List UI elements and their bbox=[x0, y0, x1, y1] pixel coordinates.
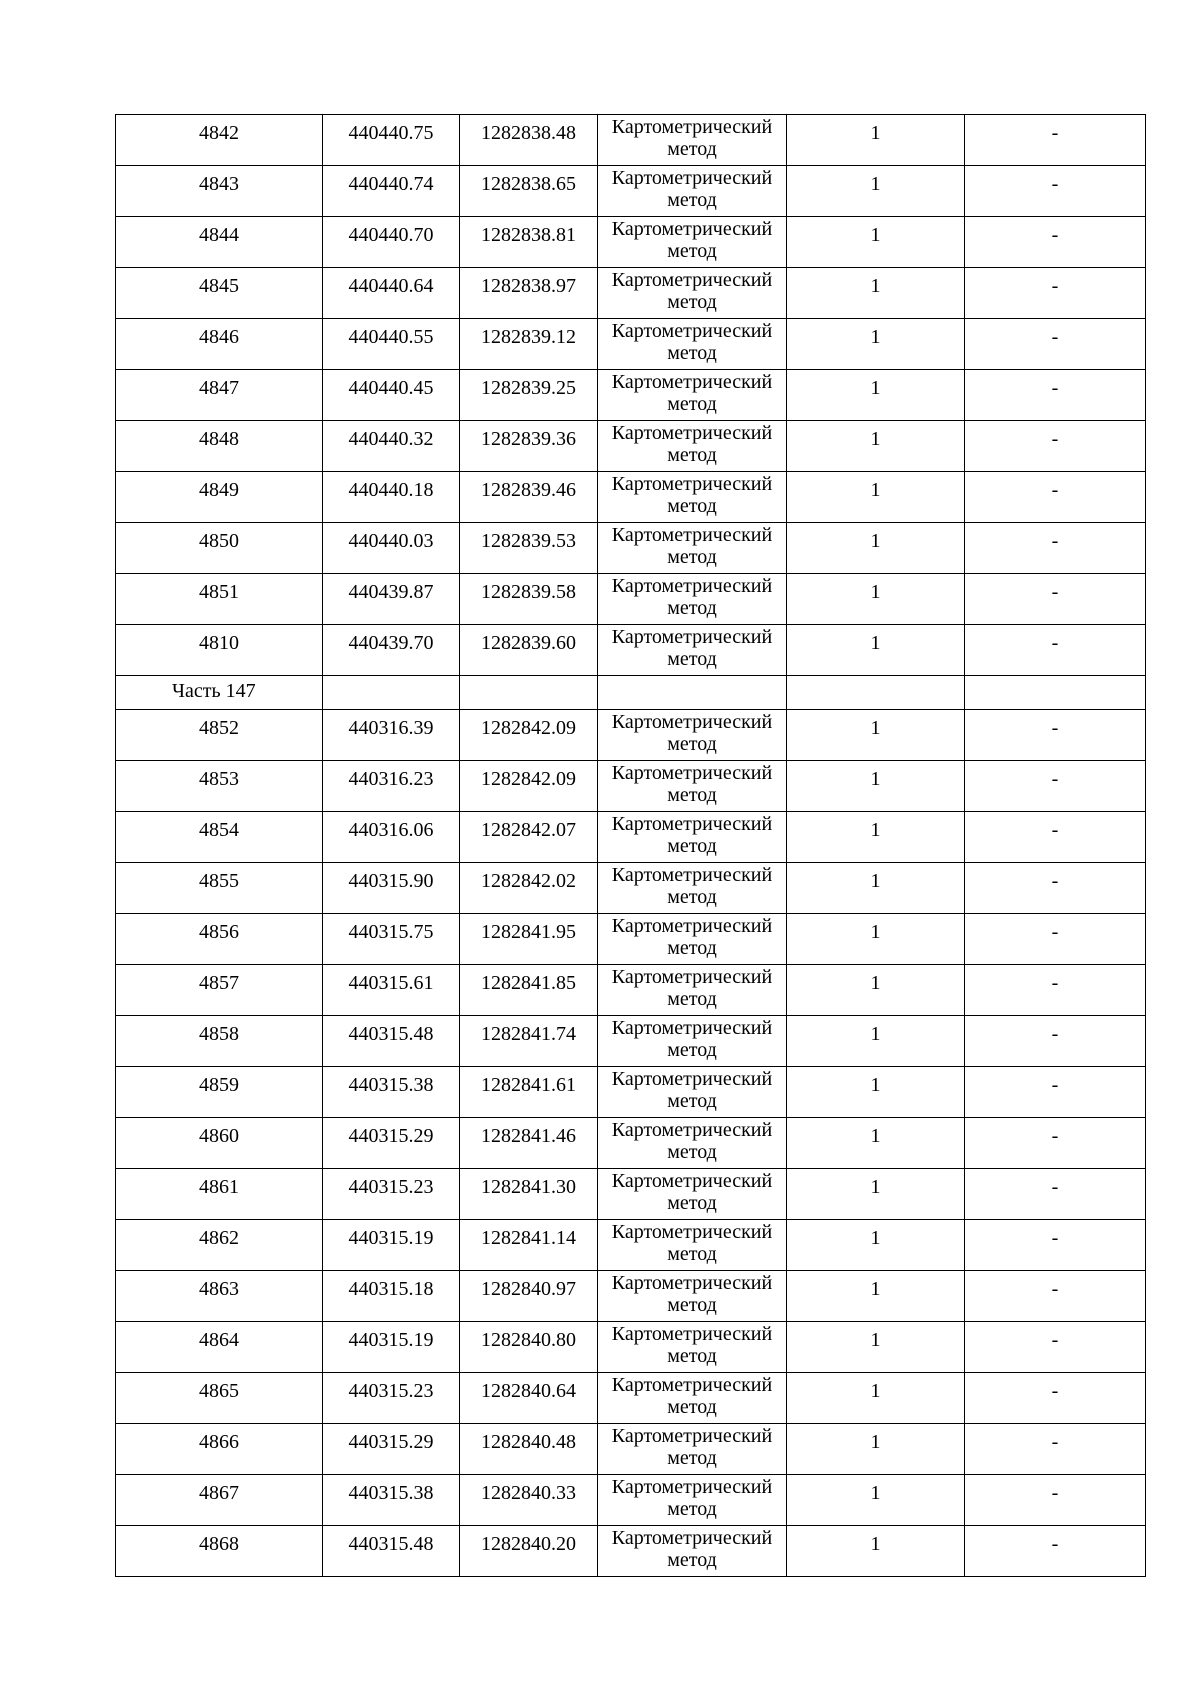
accuracy-cell: 1 bbox=[787, 914, 965, 965]
point-number-cell: 4842 bbox=[116, 115, 323, 166]
description-cell: - bbox=[965, 421, 1146, 472]
point-number-cell: 4847 bbox=[116, 370, 323, 421]
method-text: Картометрический метод bbox=[611, 1527, 773, 1571]
description-cell: - bbox=[965, 574, 1146, 625]
description-cell: - bbox=[965, 1220, 1146, 1271]
table-row bbox=[116, 761, 1146, 812]
point-number-cell: 4865 bbox=[116, 1373, 323, 1424]
table-row bbox=[116, 319, 1146, 370]
point-number-cell: 4857 bbox=[116, 965, 323, 1016]
method-cell bbox=[598, 574, 787, 625]
accuracy-cell: 1 bbox=[787, 625, 965, 676]
point-number-cell: 4856 bbox=[116, 914, 323, 965]
y-coordinate-cell: 1282842.02 bbox=[460, 863, 598, 914]
y-coordinate-cell: 1282838.97 bbox=[460, 268, 598, 319]
method-text: Картометрический метод bbox=[611, 626, 773, 670]
point-number-cell: 4855 bbox=[116, 863, 323, 914]
method-cell bbox=[598, 710, 787, 761]
x-coordinate-cell: 440440.55 bbox=[323, 319, 460, 370]
description-cell: - bbox=[965, 1475, 1146, 1526]
point-number-cell: 4848 bbox=[116, 421, 323, 472]
table-row bbox=[116, 1424, 1146, 1475]
description-cell: - bbox=[965, 625, 1146, 676]
accuracy-cell: 1 bbox=[787, 1067, 965, 1118]
method-cell bbox=[598, 268, 787, 319]
description-cell: - bbox=[965, 319, 1146, 370]
description-cell: - bbox=[965, 1526, 1146, 1577]
method-cell bbox=[598, 1526, 787, 1577]
y-coordinate-cell: 1282842.09 bbox=[460, 710, 598, 761]
method-cell bbox=[598, 319, 787, 370]
x-coordinate-cell: 440315.38 bbox=[323, 1067, 460, 1118]
point-number-cell: 4852 bbox=[116, 710, 323, 761]
method-cell bbox=[598, 166, 787, 217]
accuracy-cell: 1 bbox=[787, 523, 965, 574]
description-cell: - bbox=[965, 472, 1146, 523]
point-number-cell: 4861 bbox=[116, 1169, 323, 1220]
point-number-cell: 4854 bbox=[116, 812, 323, 863]
method-text: Картометрический метод bbox=[611, 711, 773, 755]
description-cell: - bbox=[965, 1169, 1146, 1220]
description-cell: - bbox=[965, 1118, 1146, 1169]
description-cell: - bbox=[965, 710, 1146, 761]
accuracy-cell: 1 bbox=[787, 1475, 965, 1526]
x-coordinate-cell: 440440.03 bbox=[323, 523, 460, 574]
method-text: Картометрический метод bbox=[611, 762, 773, 806]
point-number-cell: 4844 bbox=[116, 217, 323, 268]
method-cell bbox=[598, 1220, 787, 1271]
table-row bbox=[116, 1067, 1146, 1118]
point-number-cell: 4858 bbox=[116, 1016, 323, 1067]
method-cell bbox=[598, 1271, 787, 1322]
empty-cell bbox=[787, 676, 965, 710]
description-cell: - bbox=[965, 914, 1146, 965]
accuracy-cell: 1 bbox=[787, 812, 965, 863]
y-coordinate-cell: 1282839.46 bbox=[460, 472, 598, 523]
point-number-cell: 4846 bbox=[116, 319, 323, 370]
point-number-cell: 4862 bbox=[116, 1220, 323, 1271]
table-row bbox=[116, 1322, 1146, 1373]
y-coordinate-cell: 1282841.74 bbox=[460, 1016, 598, 1067]
method-cell bbox=[598, 523, 787, 574]
method-cell bbox=[598, 217, 787, 268]
x-coordinate-cell: 440315.29 bbox=[323, 1118, 460, 1169]
accuracy-cell: 1 bbox=[787, 268, 965, 319]
y-coordinate-cell: 1282841.14 bbox=[460, 1220, 598, 1271]
y-coordinate-cell: 1282841.85 bbox=[460, 965, 598, 1016]
empty-cell bbox=[323, 676, 460, 710]
description-cell: - bbox=[965, 1271, 1146, 1322]
method-cell bbox=[598, 115, 787, 166]
y-coordinate-cell: 1282842.09 bbox=[460, 761, 598, 812]
accuracy-cell: 1 bbox=[787, 1271, 965, 1322]
point-number-cell: 4853 bbox=[116, 761, 323, 812]
x-coordinate-cell: 440440.64 bbox=[323, 268, 460, 319]
method-text: Картометрический метод bbox=[611, 371, 773, 415]
accuracy-cell: 1 bbox=[787, 710, 965, 761]
description-cell: - bbox=[965, 1322, 1146, 1373]
table-row bbox=[116, 812, 1146, 863]
method-text: Картометрический метод bbox=[611, 1221, 773, 1265]
method-text: Картометрический метод bbox=[611, 1476, 773, 1520]
point-number-cell: 4810 bbox=[116, 625, 323, 676]
x-coordinate-cell: 440315.48 bbox=[323, 1526, 460, 1577]
description-cell: - bbox=[965, 863, 1146, 914]
x-coordinate-cell: 440440.75 bbox=[323, 115, 460, 166]
method-text: Картометрический метод bbox=[611, 1119, 773, 1163]
table-row bbox=[116, 710, 1146, 761]
empty-cell bbox=[965, 676, 1146, 710]
table-row bbox=[116, 1373, 1146, 1424]
x-coordinate-cell: 440440.32 bbox=[323, 421, 460, 472]
method-text: Картометрический метод bbox=[611, 320, 773, 364]
method-text: Картометрический метод bbox=[611, 966, 773, 1010]
point-number-cell: 4850 bbox=[116, 523, 323, 574]
method-cell bbox=[598, 863, 787, 914]
method-text: Картометрический метод bbox=[611, 813, 773, 857]
description-cell: - bbox=[965, 965, 1146, 1016]
accuracy-cell: 1 bbox=[787, 472, 965, 523]
x-coordinate-cell: 440315.29 bbox=[323, 1424, 460, 1475]
point-number-cell: 4868 bbox=[116, 1526, 323, 1577]
description-cell: - bbox=[965, 1016, 1146, 1067]
accuracy-cell: 1 bbox=[787, 166, 965, 217]
method-text: Картометрический метод bbox=[611, 1425, 773, 1469]
method-cell bbox=[598, 421, 787, 472]
method-cell bbox=[598, 761, 787, 812]
y-coordinate-cell: 1282840.20 bbox=[460, 1526, 598, 1577]
table-row bbox=[116, 1169, 1146, 1220]
y-coordinate-cell: 1282840.33 bbox=[460, 1475, 598, 1526]
description-cell: - bbox=[965, 115, 1146, 166]
y-coordinate-cell: 1282840.64 bbox=[460, 1373, 598, 1424]
table-row bbox=[116, 1220, 1146, 1271]
table-row bbox=[116, 1271, 1146, 1322]
y-coordinate-cell: 1282838.81 bbox=[460, 217, 598, 268]
accuracy-cell: 1 bbox=[787, 863, 965, 914]
method-text: Картометрический метод bbox=[611, 269, 773, 313]
description-cell: - bbox=[965, 268, 1146, 319]
section-header-row bbox=[116, 676, 1146, 710]
y-coordinate-cell: 1282838.65 bbox=[460, 166, 598, 217]
method-cell bbox=[598, 472, 787, 523]
accuracy-cell: 1 bbox=[787, 319, 965, 370]
table-row bbox=[116, 914, 1146, 965]
y-coordinate-cell: 1282842.07 bbox=[460, 812, 598, 863]
method-cell bbox=[598, 965, 787, 1016]
method-text: Картометрический метод bbox=[611, 524, 773, 568]
x-coordinate-cell: 440440.18 bbox=[323, 472, 460, 523]
y-coordinate-cell: 1282841.95 bbox=[460, 914, 598, 965]
method-text: Картометрический метод bbox=[611, 218, 773, 262]
method-cell bbox=[598, 812, 787, 863]
y-coordinate-cell: 1282841.30 bbox=[460, 1169, 598, 1220]
description-cell: - bbox=[965, 523, 1146, 574]
point-number-cell: 4843 bbox=[116, 166, 323, 217]
empty-cell bbox=[460, 676, 598, 710]
description-cell: - bbox=[965, 1373, 1146, 1424]
x-coordinate-cell: 440315.75 bbox=[323, 914, 460, 965]
accuracy-cell: 1 bbox=[787, 1220, 965, 1271]
x-coordinate-cell: 440315.23 bbox=[323, 1373, 460, 1424]
point-number-cell: 4867 bbox=[116, 1475, 323, 1526]
table-row bbox=[116, 115, 1146, 166]
accuracy-cell: 1 bbox=[787, 1424, 965, 1475]
method-cell bbox=[598, 914, 787, 965]
description-cell: - bbox=[965, 1424, 1146, 1475]
y-coordinate-cell: 1282840.80 bbox=[460, 1322, 598, 1373]
x-coordinate-cell: 440315.61 bbox=[323, 965, 460, 1016]
point-number-cell: 4849 bbox=[116, 472, 323, 523]
table-row bbox=[116, 523, 1146, 574]
method-text: Картометрический метод bbox=[611, 473, 773, 517]
method-text: Картометрический метод bbox=[611, 864, 773, 908]
point-number-cell: 4860 bbox=[116, 1118, 323, 1169]
table-row bbox=[116, 472, 1146, 523]
accuracy-cell: 1 bbox=[787, 1118, 965, 1169]
accuracy-cell: 1 bbox=[787, 1373, 965, 1424]
x-coordinate-cell: 440315.48 bbox=[323, 1016, 460, 1067]
y-coordinate-cell: 1282839.25 bbox=[460, 370, 598, 421]
method-text: Картометрический метод bbox=[611, 167, 773, 211]
table-row bbox=[116, 574, 1146, 625]
accuracy-cell: 1 bbox=[787, 1526, 965, 1577]
y-coordinate-cell: 1282839.36 bbox=[460, 421, 598, 472]
point-number-cell: 4863 bbox=[116, 1271, 323, 1322]
table-row bbox=[116, 370, 1146, 421]
accuracy-cell: 1 bbox=[787, 115, 965, 166]
table-row bbox=[116, 268, 1146, 319]
description-cell: - bbox=[965, 1067, 1146, 1118]
table-row bbox=[116, 217, 1146, 268]
accuracy-cell: 1 bbox=[787, 574, 965, 625]
table-row bbox=[116, 1526, 1146, 1577]
accuracy-cell: 1 bbox=[787, 965, 965, 1016]
point-number-cell: 4866 bbox=[116, 1424, 323, 1475]
coordinates-table bbox=[115, 114, 1146, 1577]
method-text: Картометрический метод bbox=[611, 575, 773, 619]
y-coordinate-cell: 1282839.12 bbox=[460, 319, 598, 370]
coordinates-table-body bbox=[116, 115, 1146, 1577]
method-cell bbox=[598, 1424, 787, 1475]
accuracy-cell: 1 bbox=[787, 370, 965, 421]
x-coordinate-cell: 440439.87 bbox=[323, 574, 460, 625]
accuracy-cell: 1 bbox=[787, 217, 965, 268]
y-coordinate-cell: 1282841.61 bbox=[460, 1067, 598, 1118]
y-coordinate-cell: 1282839.53 bbox=[460, 523, 598, 574]
method-text: Картометрический метод bbox=[611, 1068, 773, 1112]
point-number-cell: 4845 bbox=[116, 268, 323, 319]
table-row bbox=[116, 1016, 1146, 1067]
accuracy-cell: 1 bbox=[787, 1322, 965, 1373]
method-cell bbox=[598, 1016, 787, 1067]
method-text: Картометрический метод bbox=[611, 1374, 773, 1418]
method-text: Картометрический метод bbox=[611, 1323, 773, 1367]
y-coordinate-cell: 1282841.46 bbox=[460, 1118, 598, 1169]
section-label: Часть 147 bbox=[116, 676, 323, 710]
method-cell bbox=[598, 1118, 787, 1169]
table-row bbox=[116, 625, 1146, 676]
method-text: Картометрический метод bbox=[611, 116, 773, 160]
table-row bbox=[116, 166, 1146, 217]
table-row bbox=[116, 863, 1146, 914]
accuracy-cell: 1 bbox=[787, 421, 965, 472]
method-cell bbox=[598, 1169, 787, 1220]
method-text: Картометрический метод bbox=[611, 422, 773, 466]
table-row bbox=[116, 965, 1146, 1016]
point-number-cell: 4851 bbox=[116, 574, 323, 625]
method-text: Картометрический метод bbox=[611, 1272, 773, 1316]
table-row bbox=[116, 1475, 1146, 1526]
x-coordinate-cell: 440315.19 bbox=[323, 1220, 460, 1271]
method-cell bbox=[598, 625, 787, 676]
method-cell bbox=[598, 1322, 787, 1373]
method-text: Картометрический метод bbox=[611, 1170, 773, 1214]
x-coordinate-cell: 440316.39 bbox=[323, 710, 460, 761]
x-coordinate-cell: 440440.70 bbox=[323, 217, 460, 268]
accuracy-cell: 1 bbox=[787, 1169, 965, 1220]
method-cell bbox=[598, 1373, 787, 1424]
x-coordinate-cell: 440316.06 bbox=[323, 812, 460, 863]
point-number-cell: 4864 bbox=[116, 1322, 323, 1373]
x-coordinate-cell: 440440.45 bbox=[323, 370, 460, 421]
description-cell: - bbox=[965, 812, 1146, 863]
x-coordinate-cell: 440440.74 bbox=[323, 166, 460, 217]
y-coordinate-cell: 1282838.48 bbox=[460, 115, 598, 166]
point-number-cell: 4859 bbox=[116, 1067, 323, 1118]
x-coordinate-cell: 440315.18 bbox=[323, 1271, 460, 1322]
description-cell: - bbox=[965, 166, 1146, 217]
method-text: Картометрический метод bbox=[611, 915, 773, 959]
method-cell bbox=[598, 1475, 787, 1526]
accuracy-cell: 1 bbox=[787, 761, 965, 812]
x-coordinate-cell: 440315.19 bbox=[323, 1322, 460, 1373]
y-coordinate-cell: 1282839.58 bbox=[460, 574, 598, 625]
y-coordinate-cell: 1282840.97 bbox=[460, 1271, 598, 1322]
table-row bbox=[116, 421, 1146, 472]
table-row bbox=[116, 1118, 1146, 1169]
y-coordinate-cell: 1282840.48 bbox=[460, 1424, 598, 1475]
method-cell bbox=[598, 370, 787, 421]
empty-cell bbox=[598, 676, 787, 710]
method-cell bbox=[598, 1067, 787, 1118]
x-coordinate-cell: 440316.23 bbox=[323, 761, 460, 812]
x-coordinate-cell: 440439.70 bbox=[323, 625, 460, 676]
method-text: Картометрический метод bbox=[611, 1017, 773, 1061]
description-cell: - bbox=[965, 370, 1146, 421]
accuracy-cell: 1 bbox=[787, 1016, 965, 1067]
x-coordinate-cell: 440315.90 bbox=[323, 863, 460, 914]
y-coordinate-cell: 1282839.60 bbox=[460, 625, 598, 676]
x-coordinate-cell: 440315.23 bbox=[323, 1169, 460, 1220]
description-cell: - bbox=[965, 761, 1146, 812]
description-cell: - bbox=[965, 217, 1146, 268]
x-coordinate-cell: 440315.38 bbox=[323, 1475, 460, 1526]
